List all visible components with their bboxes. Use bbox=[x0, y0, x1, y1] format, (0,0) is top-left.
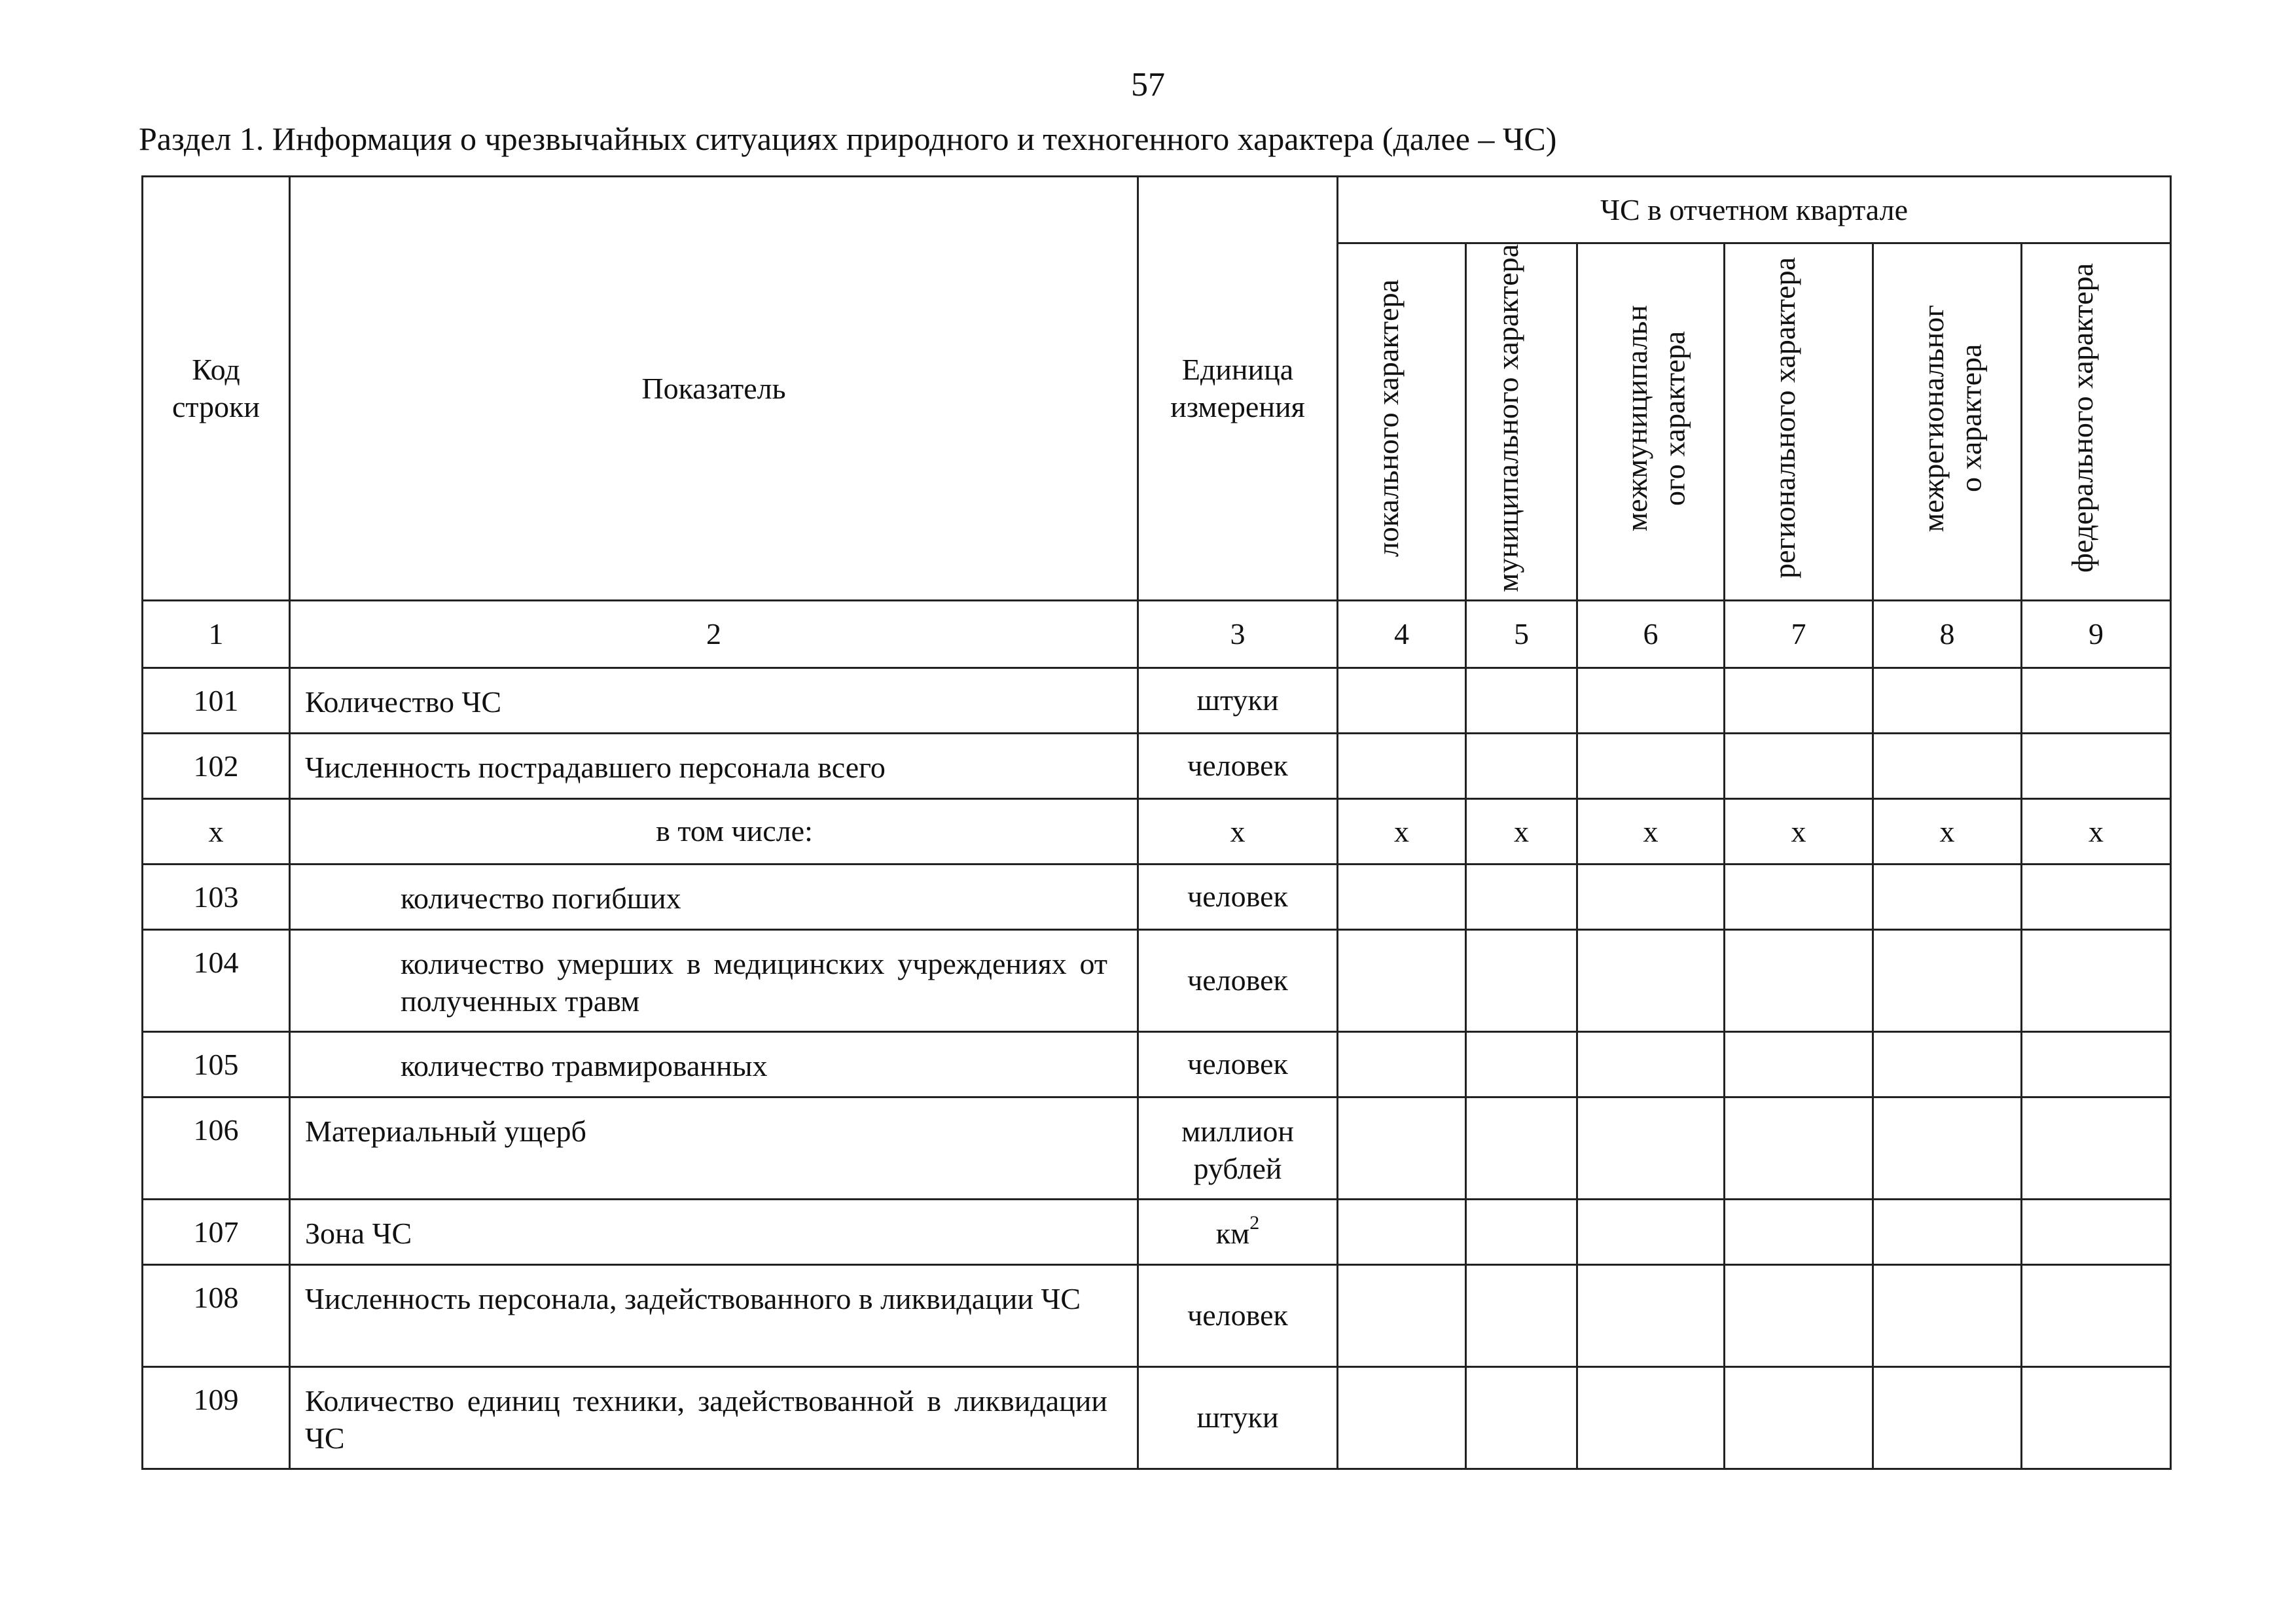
value-cell[interactable] bbox=[1466, 1366, 1577, 1469]
unit-text: км bbox=[1215, 1216, 1250, 1250]
table-row bbox=[143, 929, 2171, 1031]
col-number: 8 bbox=[1873, 600, 2022, 668]
row-indicator: Численность персонала, задействованного в ликвидации ЧС bbox=[290, 1264, 1138, 1366]
value-cell: х bbox=[1725, 798, 1873, 864]
row-code: х bbox=[143, 798, 290, 864]
value-cell[interactable] bbox=[1725, 733, 1873, 798]
value-cell[interactable] bbox=[1338, 668, 1466, 733]
table-row bbox=[143, 733, 2171, 798]
value-cell: х bbox=[1466, 798, 1577, 864]
value-cell[interactable] bbox=[1338, 1264, 1466, 1366]
value-cell[interactable] bbox=[1725, 1031, 1873, 1097]
value-cell[interactable] bbox=[2022, 1366, 2171, 1469]
value-cell[interactable] bbox=[1577, 668, 1725, 733]
row-code: 109 bbox=[143, 1366, 290, 1469]
row-unit: человек bbox=[1138, 1264, 1338, 1366]
value-cell[interactable] bbox=[1338, 1097, 1466, 1199]
value-cell: х bbox=[1338, 798, 1466, 864]
value-cell[interactable] bbox=[1873, 733, 2022, 798]
value-cell[interactable] bbox=[1338, 1366, 1466, 1469]
row-unit: штуки bbox=[1138, 1366, 1338, 1469]
value-cell[interactable] bbox=[1577, 733, 1725, 798]
report-table bbox=[141, 175, 2172, 1470]
value-cell[interactable] bbox=[1466, 1097, 1577, 1199]
header-sub-regional-label: регионального характера bbox=[1768, 257, 1801, 579]
col-number: 5 bbox=[1466, 600, 1577, 668]
header-sub-intermunicipal bbox=[1577, 243, 1725, 601]
row-unit: штуки bbox=[1138, 668, 1338, 733]
column-numbers-row bbox=[143, 600, 2171, 668]
header-sub-local-label: локального характера bbox=[1371, 279, 1405, 557]
row-code: 102 bbox=[143, 733, 290, 798]
row-indicator: Количество ЧС bbox=[290, 668, 1138, 733]
value-cell: х bbox=[2022, 798, 2171, 864]
value-cell[interactable] bbox=[1873, 1366, 2022, 1469]
value-cell[interactable] bbox=[1873, 864, 2022, 929]
unit-superscript: 2 bbox=[1249, 1211, 1260, 1234]
row-indicator: в том числе: bbox=[290, 798, 1138, 864]
value-cell[interactable] bbox=[1873, 668, 2022, 733]
value-cell[interactable] bbox=[1466, 1199, 1577, 1264]
value-cell[interactable] bbox=[1466, 668, 1577, 733]
row-code: 108 bbox=[143, 1264, 290, 1366]
header-sub-federal bbox=[2022, 243, 2171, 601]
value-cell[interactable] bbox=[1338, 1199, 1466, 1264]
value-cell[interactable] bbox=[1577, 1199, 1725, 1264]
header-sub-intermunicipal-label: межмуниципальн ого характера bbox=[1620, 304, 1691, 531]
value-cell[interactable] bbox=[1873, 1264, 2022, 1366]
header-code: Код строки bbox=[143, 177, 290, 601]
value-cell[interactable] bbox=[1338, 864, 1466, 929]
table-row bbox=[143, 1097, 2171, 1199]
value-cell[interactable] bbox=[1338, 733, 1466, 798]
value-cell: х bbox=[1577, 798, 1725, 864]
row-indicator: количество умерших в медицинских учреждениях от полученных травм bbox=[290, 929, 1138, 1031]
section-title: Раздел 1. Информация о чрезвычайных ситуациях природного и техногенного характера (далее – ЧС) bbox=[139, 120, 1557, 157]
value-cell[interactable] bbox=[1725, 668, 1873, 733]
header-sub-municipal bbox=[1466, 243, 1577, 601]
header-sub-interregional-label: межрегиональног о характера bbox=[1916, 304, 1988, 532]
col-number: 6 bbox=[1577, 600, 1725, 668]
header-sub-regional bbox=[1725, 243, 1873, 601]
value-cell[interactable] bbox=[2022, 668, 2171, 733]
row-code: 103 bbox=[143, 864, 290, 929]
value-cell[interactable] bbox=[1873, 1031, 2022, 1097]
header-sub-local bbox=[1338, 243, 1466, 601]
header-sub-municipal-label: муниципального характера bbox=[1490, 244, 1524, 592]
header-sub-federal-label: федерального характера bbox=[2065, 263, 2099, 573]
value-cell[interactable] bbox=[1466, 929, 1577, 1031]
row-indicator: Численность пострадавшего персонала всего bbox=[290, 733, 1138, 798]
value-cell[interactable] bbox=[1725, 929, 1873, 1031]
value-cell[interactable] bbox=[1338, 1031, 1466, 1097]
value-cell[interactable] bbox=[1577, 1366, 1725, 1469]
value-cell[interactable] bbox=[1577, 1097, 1725, 1199]
value-cell[interactable] bbox=[2022, 1264, 2171, 1366]
page-number: 57 bbox=[1131, 66, 1165, 103]
value-cell[interactable] bbox=[1725, 1199, 1873, 1264]
value-cell[interactable] bbox=[2022, 1199, 2171, 1264]
row-unit: х bbox=[1138, 798, 1338, 864]
header-indicator: Показатель bbox=[290, 177, 1138, 601]
value-cell[interactable] bbox=[1873, 929, 2022, 1031]
table-row bbox=[143, 1264, 2171, 1366]
row-unit: человек bbox=[1138, 1031, 1338, 1097]
row-unit: человек bbox=[1138, 929, 1338, 1031]
value-cell[interactable] bbox=[2022, 1031, 2171, 1097]
value-cell[interactable] bbox=[2022, 733, 2171, 798]
value-cell[interactable] bbox=[1338, 929, 1466, 1031]
table-row bbox=[143, 668, 2171, 733]
value-cell[interactable] bbox=[2022, 929, 2171, 1031]
row-code: 104 bbox=[143, 929, 290, 1031]
value-cell[interactable] bbox=[1577, 864, 1725, 929]
value-cell[interactable] bbox=[2022, 864, 2171, 929]
table-row bbox=[143, 798, 2171, 864]
value-cell[interactable] bbox=[1466, 733, 1577, 798]
header-sub-interregional bbox=[1873, 243, 2022, 601]
value-cell[interactable] bbox=[1466, 1264, 1577, 1366]
row-unit: человек bbox=[1138, 733, 1338, 798]
table-row bbox=[143, 1366, 2171, 1469]
row-unit: человек bbox=[1138, 864, 1338, 929]
value-cell[interactable] bbox=[1873, 1097, 2022, 1199]
header-group: ЧС в отчетном квартале bbox=[1338, 177, 2171, 243]
col-number: 1 bbox=[143, 600, 290, 668]
value-cell[interactable] bbox=[1725, 864, 1873, 929]
row-code: 106 bbox=[143, 1097, 290, 1199]
value-cell[interactable] bbox=[2022, 1097, 2171, 1199]
row-code: 107 bbox=[143, 1199, 290, 1264]
col-number: 3 bbox=[1138, 600, 1338, 668]
value-cell[interactable] bbox=[1466, 1031, 1577, 1097]
value-cell[interactable] bbox=[1873, 1199, 2022, 1264]
col-number: 2 bbox=[290, 600, 1138, 668]
value-cell[interactable] bbox=[1577, 1264, 1725, 1366]
row-indicator: Количество единиц техники, задействованной в ликвидации ЧС bbox=[290, 1366, 1138, 1469]
row-code: 105 bbox=[143, 1031, 290, 1097]
col-number: 7 bbox=[1725, 600, 1873, 668]
row-unit bbox=[1138, 1199, 1338, 1264]
value-cell[interactable] bbox=[1466, 864, 1577, 929]
row-indicator: количество погибших bbox=[290, 864, 1138, 929]
row-indicator: Материальный ущерб bbox=[290, 1097, 1138, 1199]
table-row bbox=[143, 1031, 2171, 1097]
value-cell[interactable] bbox=[1577, 1031, 1725, 1097]
col-number: 9 bbox=[2022, 600, 2171, 668]
row-code: 101 bbox=[143, 668, 290, 733]
table-row bbox=[143, 1199, 2171, 1264]
row-unit: миллион рублей bbox=[1138, 1097, 1338, 1199]
row-indicator: Зона ЧС bbox=[290, 1199, 1138, 1264]
header-unit: Единица измерения bbox=[1138, 177, 1338, 601]
value-cell[interactable] bbox=[1725, 1366, 1873, 1469]
value-cell[interactable] bbox=[1725, 1097, 1873, 1199]
value-cell[interactable] bbox=[1577, 929, 1725, 1031]
value-cell: х bbox=[1873, 798, 2022, 864]
table-row bbox=[143, 864, 2171, 929]
col-number: 4 bbox=[1338, 600, 1466, 668]
value-cell[interactable] bbox=[1725, 1264, 1873, 1366]
row-indicator: количество травмированных bbox=[290, 1031, 1138, 1097]
